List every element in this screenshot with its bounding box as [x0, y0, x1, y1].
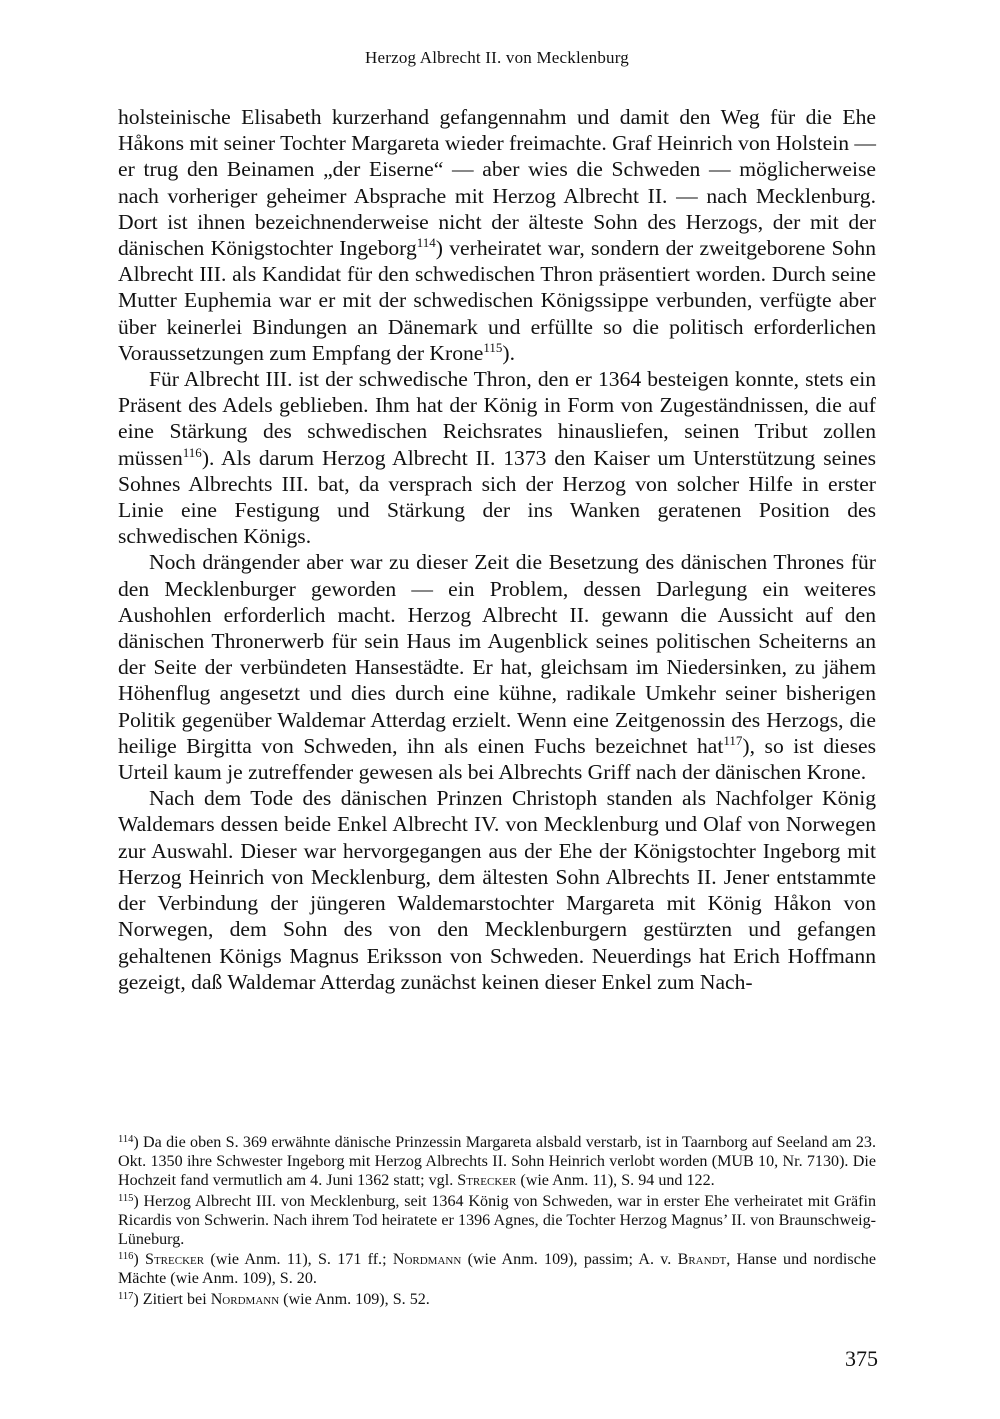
footnote-115 [118, 1192, 876, 1250]
footnotes [118, 1133, 876, 1310]
footnote-117-author: Nordmann [210, 1290, 280, 1308]
footnote-116-text-4: , Hanse und nordische Mächte (wie Anm. 109), S. 20. [118, 1251, 876, 1288]
footnote-reference-117: 117 [723, 732, 743, 748]
paragraph-2-text-a: Für Albrecht III. ist der schwedische Thron, den er 1364 besteigen konnte, stets ein Präsent des Adels geblieben. Ihm hat der König in Form von Zugeständnissen, die auf eine Stärkung des schwedischen Reichsrates hinausliefen, seinen Tribut zollen müssen [118, 367, 876, 470]
paragraph-1-text-b: ) verheiratet war, sondern der zweitgeborene Sohn Albrecht III. als Kandidat für den schwedischen Thron präsentiert worden. Durch seine Mutter Euphemia war er mit der schwedischen Königssippe verbunden, verfügte aber über keinerlei Bindungen an Dänemark und erfüllte so die politisch erforderlichen Voraussetzungen zum Empfang der Krone [118, 236, 876, 365]
footnote-116-author-1: Strecker [145, 1251, 205, 1269]
footnote-number-117: 117 [118, 1290, 134, 1302]
paragraph-2 [118, 366, 876, 549]
footnote-116-text-2: (wie Anm. 11), S. 171 ff.; [204, 1251, 393, 1269]
footnote-116 [118, 1250, 876, 1288]
footnote-116-text: ) [133, 1251, 146, 1269]
paragraph-3-text-b: ), so ist dieses Urteil kaum je zutreffender gewesen als bei Albrechts Griff nach der dänischen Krone. [118, 733, 876, 785]
footnote-reference-116: 116 [182, 444, 202, 460]
paragraph-1 [118, 104, 876, 366]
footnote-number-116: 116 [118, 1251, 134, 1263]
main-text [118, 104, 876, 995]
footnote-116-author-3: Brandt [677, 1251, 727, 1269]
footnote-114-author: Strecker [457, 1172, 517, 1190]
paragraph-4-text-a: Nach dem Tode des dänischen Prinzen Christoph standen als Nachfolger König Waldemars dessen beide Enkel Albrecht IV. von Mecklenburg und Olaf von Norwegen zur Auswahl. Dieser war hervorgegangen aus der Ehe der Königstochter Ingeborg mit Herzog Heinrich von Mecklenburg, dem ältesten Sohn Albrechts II. Jener entstammte der Verbindung der jüngeren Waldemarstochter Margareta mit König Håkon von Norwegen, dem Sohn des von den Mecklenburgern gestürzten und gefangen gehaltenen Königs Magnus Eriksson von Schweden. Neuerdings hat Erich Hoffmann gezeigt, daß Waldemar Atterdag zunächst keinen dieser Enkel zum Nach- [118, 786, 876, 994]
paragraph-3-text-a: Noch drängender aber war zu dieser Zeit die Besetzung des dänischen Thrones für den Mecklenburger geworden — ein Problem, dessen Darlegung ein weiteres Aushohlen erforderlich macht. Herzog Albrecht II. gewann die Aussicht auf den dänischen Thronerwerb für sein Haus im Augenblick seines politischen Scheiterns an der Seite der verbündeten Hansestädte. Er hat, gleichsam im Niedersinken, zu jähem Höhenflug angesetzt und dies durch eine kühne, radikale Umkehr seiner bisherigen Politik gegenüber Waldemar Atterdag erzielt. Wenn eine Zeitgenossin des Herzogs, die heilige Birgitta von Schweden, ihn als einen Fuchs bezeichnet hat [118, 550, 876, 758]
footnote-117-text: ) Zitiert bei [133, 1290, 211, 1308]
paragraph-1-text-c: ). [502, 340, 516, 365]
footnote-115-text: ) Herzog Albrecht III. von Mecklenburg, seit 1364 König von Schweden, war in erster Ehe verheiratet mit Gräfin Ricardis von Schwerin. Nach ihrem Tod heiratete er 1396 Agnes, die Tochter Herzog Magnus’ II. von Braunschweig-Lüneburg. [118, 1192, 876, 1249]
footnote-116-text-3: (wie Anm. 109), passim; A. v. [461, 1251, 678, 1269]
paragraph-3 [118, 549, 876, 785]
paragraph-4 [118, 785, 876, 995]
footnote-reference-114: 114 [416, 235, 436, 251]
footnote-117 [118, 1290, 876, 1309]
footnote-117-text-2: (wie Anm. 109), S. 52. [279, 1290, 430, 1308]
page-number: 375 [845, 1346, 878, 1371]
footnote-116-author-2: Nordmann [392, 1251, 462, 1269]
footnote-114-text-2: (wie Anm. 11), S. 94 und 122. [516, 1172, 715, 1190]
footnote-reference-115: 115 [483, 339, 503, 355]
paragraph-2-text-b: ). Als darum Herzog Albrecht II. 1373 den Kaiser um Unterstützung seines Sohnes Albrechts III. bat, da versprach sich der Herzog von solcher Hilfe in erster Linie eine Festigung und Stärkung der ins Wanken geratenen Position des schwedischen Königs. [118, 445, 876, 549]
footnote-number-114: 114 [118, 1134, 134, 1145]
footnote-114-text: ) Da die oben S. 369 erwähnte dänische Prinzessin Margareta alsbald verstarb, ist in Taarnborg auf Seeland am 23. Okt. 1350 ihre Schwester Ingeborg mit Herzog Albrechts II. Sohn Heinrich verlobt worden (MUB 10, Nr. 7130). Die Hochzeit fand vermutlich am 4. Juni 1362 statt; vgl. [118, 1134, 876, 1190]
footnote-114 [118, 1133, 876, 1191]
paragraph-1-text-a: holsteinische Elisabeth kurzerhand gefangennahm und damit den Weg für die Ehe Håkons mit seiner Tochter Margareta wieder freimachte. Graf Heinrich von Holstein — er trug den Beinamen „der Eiserne“ — aber wies die Schweden — möglicherweise nach vorheriger geheimer Absprache mit Herzog Albrecht II. — nach Mecklenburg. Dort ist ihnen bezeichnenderweise nicht der älteste Sohn des Herzogs, der mit der dänischen Königstochter Ingeborg [118, 105, 877, 261]
running-head-title: Herzog Albrecht II. von Mecklenburg [365, 48, 629, 67]
footnote-number-115: 115 [118, 1192, 134, 1204]
